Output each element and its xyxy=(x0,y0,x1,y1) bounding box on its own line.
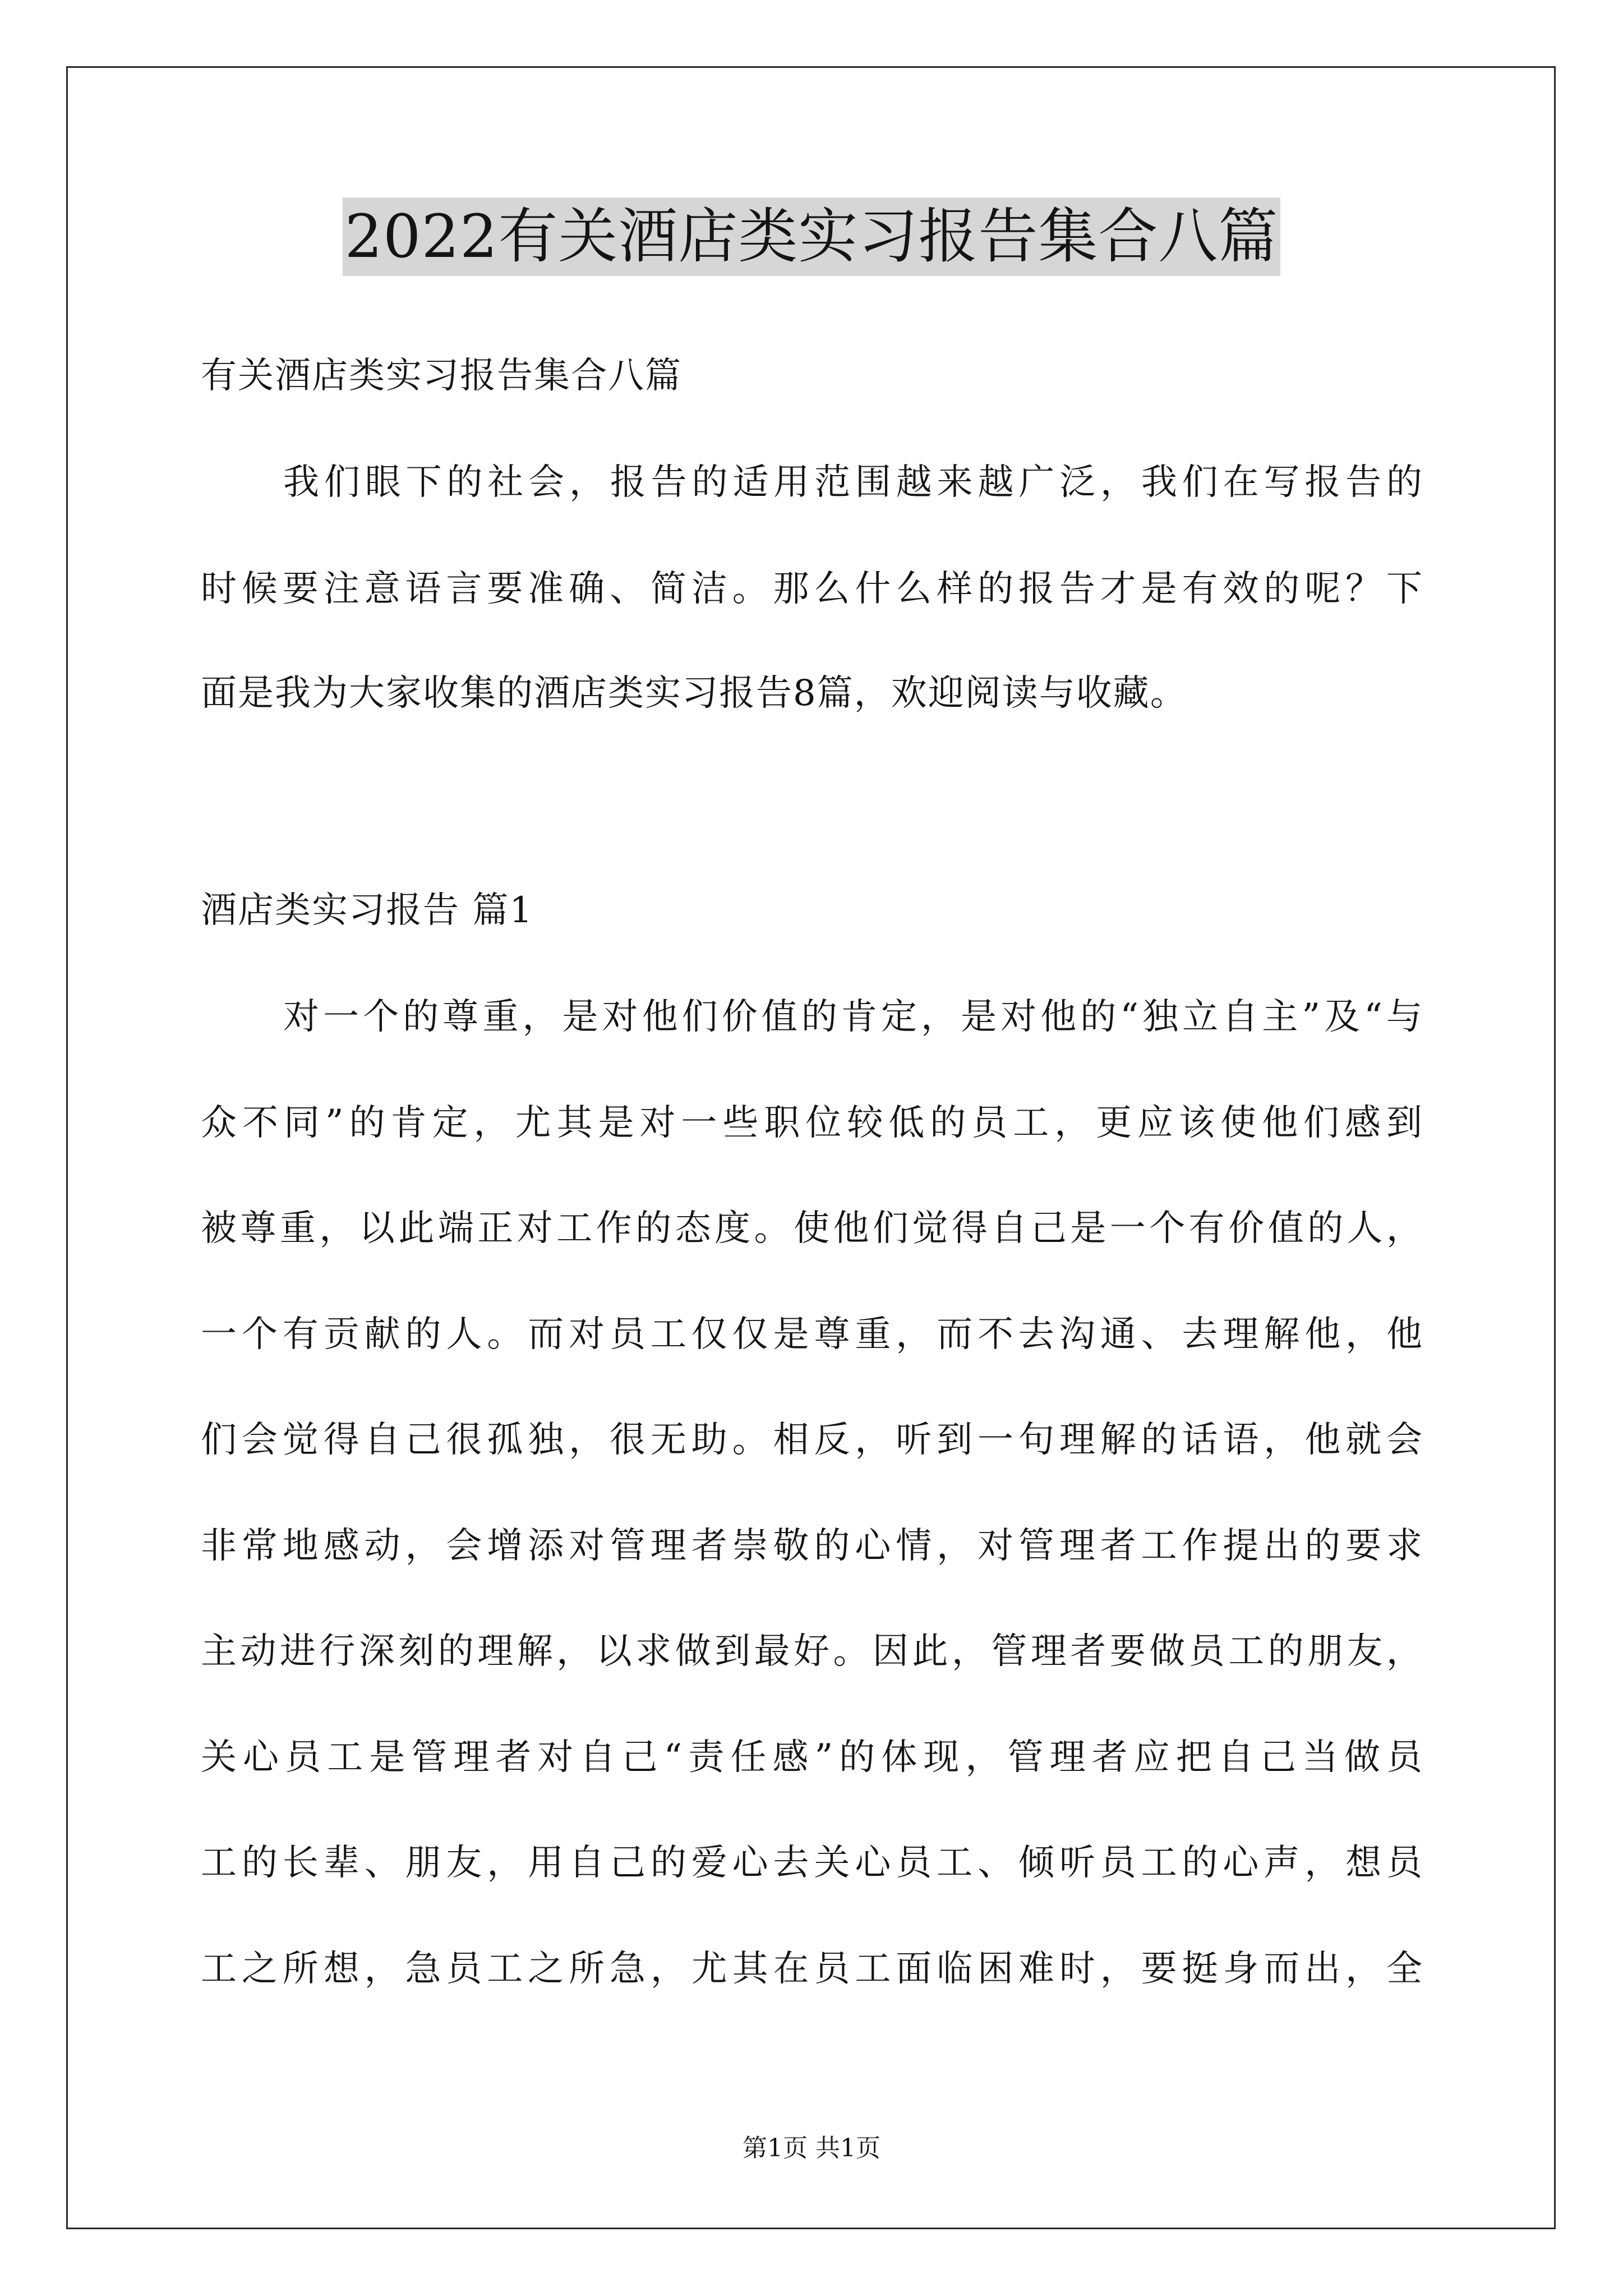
paragraph-line: 被尊重，以此端正对工作的态度。使他们觉得自己是一个有价值的人， xyxy=(201,1208,1423,1249)
intro-line: 时候要注意语言要准确、简洁。那么什么样的报告才是有效的呢？下 xyxy=(201,568,1423,610)
paragraph-line: 们会觉得自己很孤独，很无助。相反，听到一句理解的话语，他就会 xyxy=(201,1419,1423,1461)
document-subtitle: 有关酒店类实习报告集合八篇 xyxy=(201,355,682,397)
paragraph-line: 工之所想，急员工之所急，尤其在员工面临困难时，要挺身而出，全 xyxy=(201,1948,1423,1990)
paragraph-line: 众不同”的肯定，尤其是对一些职位较低的员工，更应该使他们感到 xyxy=(201,1102,1423,1144)
page-footer: 第1页 共1页 xyxy=(743,2134,880,2162)
paragraph-line: 关心员工是管理者对自己“责任感”的体现，管理者应把自己当做员 xyxy=(201,1737,1423,1778)
paragraph-line: 一个有贡献的人。而对员工仅仅是尊重，而不去沟通、去理解他，他 xyxy=(201,1314,1423,1355)
intro-line: 我们眼下的社会，报告的适用范围越来越广泛，我们在写报告的 xyxy=(283,462,1423,503)
paragraph-line: 对一个的尊重，是对他们价值的肯定，是对他的“独立自主”及“与 xyxy=(283,996,1423,1038)
paragraph-line: 非常地感动，会增添对管理者崇敬的心情，对管理者工作提出的要求 xyxy=(201,1525,1423,1567)
paragraph-line: 工的长辈、朋友，用自己的爱心去关心员工、倾听员工的心声，想员 xyxy=(201,1842,1423,1884)
paragraph-line: 主动进行深刻的理解，以求做到最好。因此，管理者要做员工的朋友， xyxy=(201,1631,1423,1672)
document-title: 2022有关酒店类实习报告集合八篇 xyxy=(343,197,1281,276)
intro-line: 面是我为大家收集的酒店类实习报告8篇，欢迎阅读与收藏。 xyxy=(201,673,1187,714)
title-block xyxy=(0,197,1623,276)
section-heading: 酒店类实习报告 篇1 xyxy=(201,890,534,931)
